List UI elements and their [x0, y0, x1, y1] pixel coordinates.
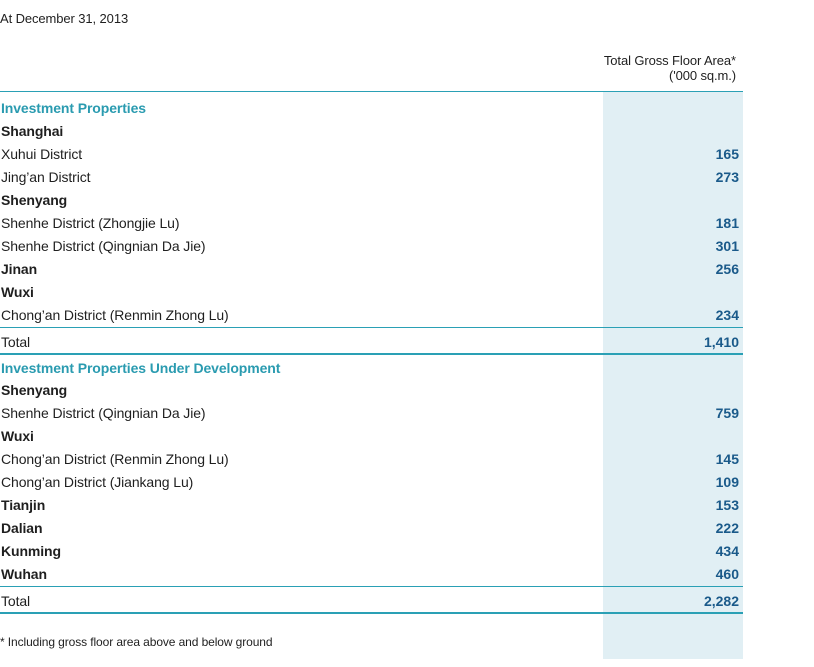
city-row: [0, 517, 743, 540]
gross-floor-area-value: 153: [715, 497, 739, 513]
gross-floor-area-value: 301: [715, 238, 739, 254]
total-row: [0, 586, 743, 614]
gross-floor-area-value: 434: [715, 543, 739, 559]
district-name: Chong’an District (Renmin Zhong Lu): [1, 307, 229, 323]
section-heading: [0, 355, 743, 379]
district-name: Shenhe District (Zhongjie Lu): [1, 215, 180, 231]
section-title: Investment Properties Under Development: [1, 360, 281, 376]
city-name: Tianjin: [1, 497, 46, 513]
district-name: Shenhe District (Qingnian Da Jie): [1, 238, 206, 254]
city-row: [0, 258, 743, 281]
table-row: [0, 448, 743, 471]
city-name: Shenyang: [1, 382, 68, 398]
total-row: [0, 327, 743, 355]
city-row: [0, 281, 743, 304]
city-row: [0, 540, 743, 563]
section-title: Investment Properties: [1, 100, 146, 116]
district-name: Chong’an District (Jiankang Lu): [1, 474, 194, 490]
gross-floor-area-value: 145: [715, 451, 739, 467]
gross-floor-area-value: 460: [715, 566, 739, 582]
city-name: Wuxi: [1, 428, 34, 444]
gross-floor-area-value: 165: [715, 146, 739, 162]
table-row: [0, 212, 743, 235]
table-row: [0, 402, 743, 425]
city-row: [0, 563, 743, 586]
table-row: [0, 471, 743, 494]
city-name: Kunming: [1, 543, 61, 559]
column-header-title: Total Gross Floor Area*: [603, 53, 736, 68]
footnote: * Including gross floor area above and below ground: [0, 635, 273, 649]
city-name: Wuhan: [1, 566, 47, 582]
city-row: [0, 379, 743, 402]
city-row: [0, 494, 743, 517]
table-body: [0, 97, 743, 614]
table-row: [0, 166, 743, 189]
gross-floor-area-value: 234: [715, 307, 739, 323]
total-label: Total: [1, 334, 31, 350]
gross-floor-area-value: 222: [715, 520, 739, 536]
table-row: [0, 143, 743, 166]
gross-floor-area-value: 759: [715, 405, 739, 421]
district-name: Xuhui District: [1, 146, 83, 162]
city-row: [0, 189, 743, 212]
city-row: [0, 120, 743, 143]
city-name: Shenyang: [1, 192, 68, 208]
district-name: Shenhe District (Qingnian Da Jie): [1, 405, 206, 421]
table-row: [0, 304, 743, 327]
gross-floor-area-value: 256: [715, 261, 739, 277]
city-row: [0, 425, 743, 448]
column-header: [560, 53, 736, 83]
gross-floor-area-value: 181: [715, 215, 739, 231]
column-header-unit: ('000 sq.m.): [668, 68, 736, 83]
total-value: 1,410: [703, 334, 739, 350]
district-name: Chong’an District (Renmin Zhong Lu): [1, 451, 229, 467]
city-name: Dalian: [1, 520, 43, 536]
section-heading: [0, 97, 743, 120]
header-divider: [0, 91, 743, 92]
city-name: Wuxi: [1, 284, 34, 300]
table-row: [0, 235, 743, 258]
city-name: Jinan: [1, 261, 38, 277]
gross-floor-area-value: 273: [715, 169, 739, 185]
gross-floor-area-value: 109: [715, 474, 739, 490]
city-name: Shanghai: [1, 123, 64, 139]
total-value: 2,282: [703, 593, 739, 609]
district-name: Jing’an District: [1, 169, 91, 185]
total-label: Total: [1, 593, 31, 609]
report-date: At December 31, 2013: [0, 11, 129, 26]
